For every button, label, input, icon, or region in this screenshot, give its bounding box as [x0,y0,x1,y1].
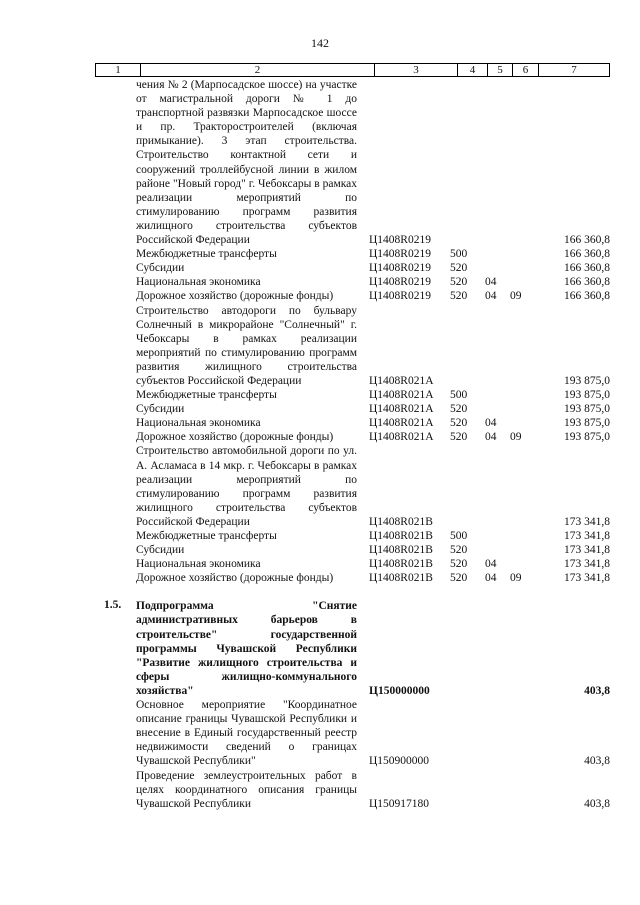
row-sum: 193 875,0 [564,431,610,444]
row-sum: 166 360,8 [564,290,610,303]
row-code: Ц1408R021A [369,431,434,444]
row-c5: 04 [485,290,497,303]
row-text: Субсидии [136,403,185,416]
row-sum: 193 875,0 [564,417,610,430]
row-code: Ц1408R0219 [369,276,431,289]
row-code: Ц1408R0219 [369,290,431,303]
table-row [0,769,640,811]
row-text: Подпрограмма "Снятие административных барьеров в строительстве" государственной программы Чувашской Республики "Развитие жилищного строительства и сферы жилищно-коммунального хозяйства" [136,600,357,697]
row-c6: 09 [510,572,522,585]
table-row [0,444,640,529]
row-text: Национальная экономика [136,417,261,430]
table-row [0,402,640,416]
row-code: Ц1408R021B [369,544,433,557]
row-text: Основное мероприятие "Координатное описание границы Чувашской Республики и внесение в Единый государственный реестр недвижимости сведений о границах Чувашской Республики" [136,699,357,768]
row-code: Ц1408R021A [369,403,434,416]
row-c5: 04 [485,276,497,289]
header-col-2: 2 [141,64,375,76]
table-row [0,304,640,389]
row-code: Ц1408R021A [369,389,434,402]
row-text: Проведение землеустроительных работ в целях координатного описания границы Чувашской Республики [136,769,357,810]
row-code: Ц1408R0219 [369,262,431,275]
table-row [0,430,640,444]
row-code: Ц1408R021B [369,558,433,571]
row-sum: 173 341,8 [564,515,610,528]
row-text: чения № 2 (Марпосадское шоссе) на участке от магистральной дороги № 1 до транспортной развязки Марпосадское шоссе и пр. Тракторостроителей (включая примыкание). 3 этап строительства. Строительство контактной сети и сооружений троллейбусной линии в жилом районе "Новый город" г. Чебоксары в рамках реализации мероприятий по стимулированию программ развития жилищного строительства субъектов Российской Федерации [136,79,357,247]
row-code: Ц1408R021B [369,572,433,585]
header-col-4: 4 [458,64,488,76]
row-text: Субсидии [136,262,185,275]
row-text: Субсидии [136,544,185,557]
table-row [0,289,640,303]
row-sum: 193 875,0 [564,374,610,387]
table-row [0,571,640,585]
table-row [0,275,640,289]
row-sum: 166 360,8 [564,262,610,275]
spacer [0,585,640,599]
budget-table [0,78,640,811]
table-row [0,557,640,571]
row-code: Ц1408R021A [369,374,434,387]
row-text: Национальная экономика [136,558,261,571]
row-sum: 403,8 [584,684,610,697]
row-c6: 09 [510,431,522,444]
row-c4: 520 [450,417,468,430]
row-c4: 520 [450,262,468,275]
row-c4: 520 [450,290,468,303]
row-c5: 04 [485,558,497,571]
row-c4: 520 [450,403,468,416]
row-text: Строительство автодороги по бульвару Солнечный в микрорайоне "Солнечный" г. Чебоксары в рамках реализации мероприятий по стимулированию программ развития жилищного строительства субъектов Российской Федерации [136,304,357,387]
row-c5: 04 [485,431,497,444]
row-code: Ц1408R021B [369,515,433,528]
row-text: Строительство автомобильной дороги по ул. А. Асламаса в 14 мкр. г. Чебоксары в рамках реализации мероприятий по стимулированию программ развития жилищного строительства субъектов Российской Федерации [136,445,357,528]
row-code: Ц1408R0219 [369,234,431,247]
row-code: Ц150900000 [369,755,430,768]
row-c4: 520 [450,431,468,444]
header-col-5: 5 [488,64,513,76]
row-code: Ц1408R0219 [369,248,431,261]
table-header [95,63,610,77]
row-sum: 173 341,8 [564,544,610,557]
row-sum: 173 341,8 [564,572,610,585]
row-sum: 166 360,8 [564,276,610,289]
row-sum: 193 875,0 [564,389,610,402]
row-c4: 520 [450,558,468,571]
row-c4: 500 [450,248,468,261]
table-row [0,261,640,275]
row-code: Ц1408R021A [369,417,434,430]
row-text: Дорожное хозяйство (дорожные фонды) [136,431,334,444]
table-row [0,247,640,261]
table-row-subprogram [0,599,640,698]
header-col-3: 3 [375,64,458,76]
row-c4: 520 [450,544,468,557]
row-sum: 173 341,8 [564,558,610,571]
row-text: Дорожное хозяйство (дорожные фонды) [136,572,334,585]
row-sum: 193 875,0 [564,403,610,416]
header-col-1: 1 [96,64,141,76]
table-row [0,78,640,247]
row-text: Межбюджетные трансферты [136,248,277,261]
row-number: 1.5. [104,599,122,612]
header-col-6: 6 [513,64,539,76]
row-sum: 403,8 [584,797,610,810]
row-code: Ц1408R021B [369,530,433,542]
row-sum: 166 360,8 [564,248,610,261]
row-c4: 500 [450,530,468,542]
row-c5: 04 [485,417,497,430]
header-col-7: 7 [571,64,577,76]
row-text: Межбюджетные трансферты [136,530,277,542]
table-row [0,416,640,430]
row-c4: 520 [450,572,468,585]
row-text: Национальная экономика [136,276,261,289]
page-number: 142 [311,36,329,50]
table-row [0,388,640,402]
row-text: Дорожное хозяйство (дорожные фонды) [136,290,334,303]
row-code: Ц150917180 [369,797,430,810]
row-code: Ц150000000 [369,684,430,697]
row-text: Межбюджетные трансферты [136,389,277,402]
row-sum: 166 360,8 [564,234,610,247]
table-row [0,698,640,768]
row-c4: 520 [450,276,468,289]
table-row [0,529,640,543]
row-c6: 09 [510,290,522,303]
row-c5: 04 [485,572,497,585]
table-row [0,543,640,557]
row-sum: 173 341,8 [564,530,610,542]
row-c4: 500 [450,389,468,402]
row-sum: 403,8 [584,755,610,768]
